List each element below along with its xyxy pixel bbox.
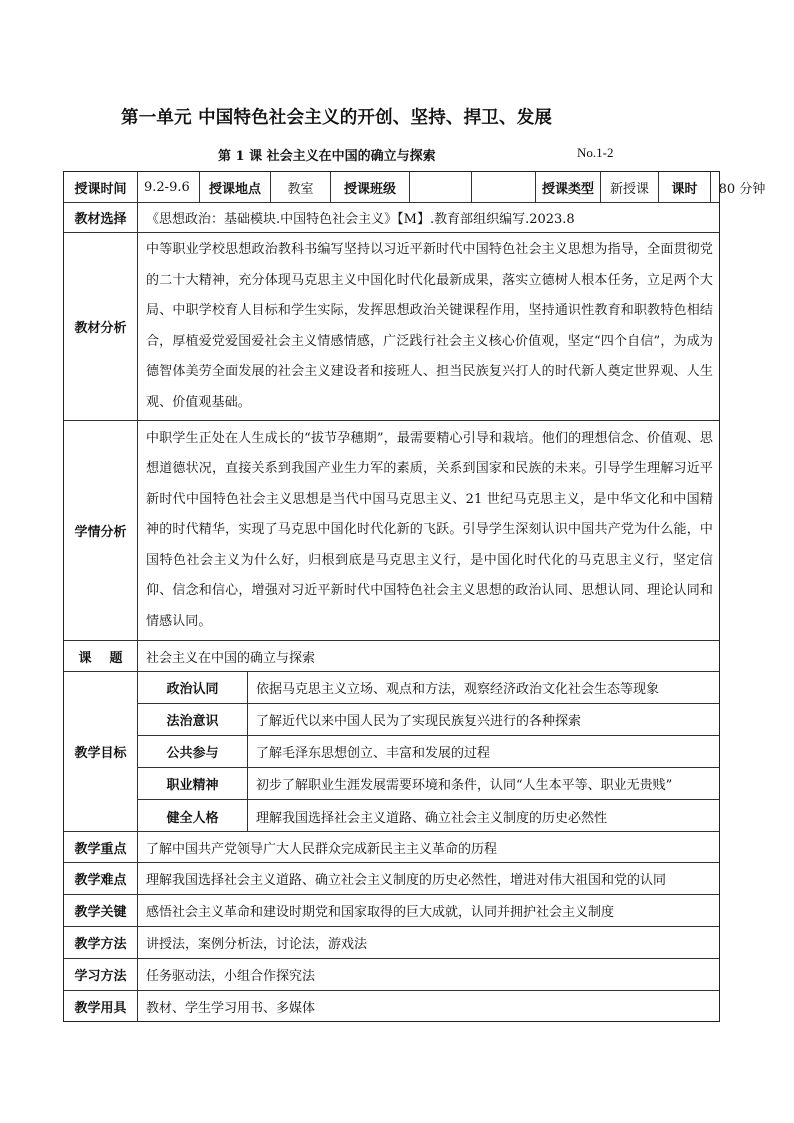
textbook-row: [64, 203, 719, 233]
time-value: 9.2-9.6: [137, 172, 199, 202]
objective-item: [137, 704, 719, 736]
key-point-row: [64, 832, 719, 863]
subtitle-line: [0, 145, 794, 165]
topic-value: 社会主义在中国的确立与探索: [137, 641, 719, 671]
objective-name: 法治意识: [137, 704, 247, 735]
methods-value: 讲授法，案例分析法，讨论法，游戏法: [137, 927, 719, 958]
tools-row: [64, 991, 719, 1022]
key-point-label: 教学重点: [74, 841, 127, 857]
hours-label: 课时: [658, 172, 710, 202]
difficulty-value: 理解我国选择社会主义道路、确立社会主义制度的历史必然性，增进对伟大祖国和党的认同: [137, 863, 719, 894]
students-label: 学情分析: [74, 525, 127, 540]
lesson-number: No.1-2: [577, 145, 614, 160]
type-label: 授课类型: [535, 172, 600, 202]
tools-value: 教材、学生学习用书、多媒体: [137, 991, 719, 1022]
lesson-plan-table: [63, 171, 766, 1022]
objective-item: [137, 736, 719, 768]
header-row: [64, 172, 766, 203]
unit-title: 第一单元 中国特色社会主义的开创、坚持、捍卫、发展: [121, 108, 553, 128]
textbook-value: 《思想政治：基础模块.中国特色社会主义》【M】.教育部组织编写.2023.8: [137, 203, 719, 232]
objective-text: 初步了解职业生涯发展需要环境和条件，认同“人生本平等、职业无贵贱”: [247, 768, 719, 799]
objectives-label: 教学目标: [74, 746, 127, 761]
time-label: 授课时间: [74, 181, 127, 197]
topic-row: [64, 641, 719, 672]
learning-value: 任务驱动法，小组合作探究法: [137, 959, 719, 990]
topic-label: 课 题: [78, 650, 123, 666]
objective-text: 理解我国选择社会主义道路、确立社会主义制度的历史必然性: [247, 800, 719, 832]
objective-name: 健全人格: [137, 800, 247, 832]
analysis-row: [64, 233, 719, 421]
class-value: [409, 172, 471, 202]
objective-item: [137, 672, 719, 704]
type-value: 新授课: [600, 172, 658, 202]
place-value: 教室: [270, 172, 330, 202]
place-label: 授课地点: [199, 172, 270, 202]
hours-value: 80 分钟: [710, 172, 773, 202]
students-row: [64, 421, 719, 641]
key-row: [64, 895, 719, 927]
learning-row: [64, 959, 719, 991]
objective-item: [137, 800, 719, 832]
key-point-value: 了解中国共产党领导广大人民群众完成新民主主义革命的历程: [137, 832, 719, 862]
textbook-label: 教材选择: [74, 212, 127, 227]
students-text: 中职学生正处在人生成长的“拔节孕穗期”，最需要精心引导和栽培。他们的理想信念、价值观、思想道德状况，直接关系到我国产业生力军的素质，关系到国家和民族的未来。引导学生理解习近平新时代中国特色社会主义思想是当代中国马克思主义、21 世纪马克思主义，是中华文化和中国精神的时代精华，实现了马克思中国化时代化新的飞跃。引导学生深刻认识中国共产党为什么能，中国特色社会主义为什么好，归根到底是马克思主义行，是中国化时代化的马克思主义行，坚定信仰、信念和信心，增强对习近平新时代中国特色社会主义思想的政治认同、思想认同、理论认同和情感认同。: [137, 421, 719, 640]
methods-row: [64, 927, 719, 959]
objective-name: 职业精神: [137, 768, 247, 799]
key-value: 感悟社会主义革命和建设时期党和国家取得的巨大成就，认同并拥护社会主义制度: [137, 895, 719, 926]
objective-text: 依据马克思主义立场、观点和方法，观察经济政治文化社会生态等现象: [247, 672, 719, 703]
key-label: 教学关键: [74, 905, 127, 920]
blank-cell: [471, 172, 535, 202]
objective-text: 了解毛泽东思想创立、丰富和发展的过程: [247, 736, 719, 767]
tools-label: 教学用具: [74, 1001, 127, 1016]
class-label: 授课班级: [330, 172, 409, 202]
objective-name: 公共参与: [137, 736, 247, 767]
difficulty-row: [64, 863, 719, 895]
objective-text: 了解近代以来中国人民为了实现民族复兴进行的各种探索: [247, 704, 719, 735]
lesson-title: 第 1 课 社会主义在中国的确立与探索: [218, 149, 436, 164]
learning-label: 学习方法: [74, 969, 127, 984]
analysis-text: 中等职业学校思想政治教科书编写坚持以习近平新时代中国特色社会主义思想为指导，全面贯彻党的二十大精神，充分体现马克思主义中国化时代化最新成果，落实立德树人根本任务，立足两个大局、中职学校育人目标和学生实际，发挥思想政治关键课程作用，坚持通识性教育和职教特色相结合，厚植爱党爱国爱社会主义情感情感，广泛践行社会主义核心价值观，坚定“四个自信”，为成为德智体美劳全面发展的社会主义建设者和接班人、担当民族复兴打人的时代新人奠定世界观、人生观、价值观基础。: [137, 233, 719, 420]
objective-item: [137, 768, 719, 800]
objective-name: 政治认同: [137, 672, 247, 703]
difficulty-label: 教学难点: [74, 873, 127, 888]
analysis-label: 教材分析: [74, 321, 127, 336]
methods-label: 教学方法: [74, 937, 127, 952]
objectives-row: [64, 672, 719, 832]
